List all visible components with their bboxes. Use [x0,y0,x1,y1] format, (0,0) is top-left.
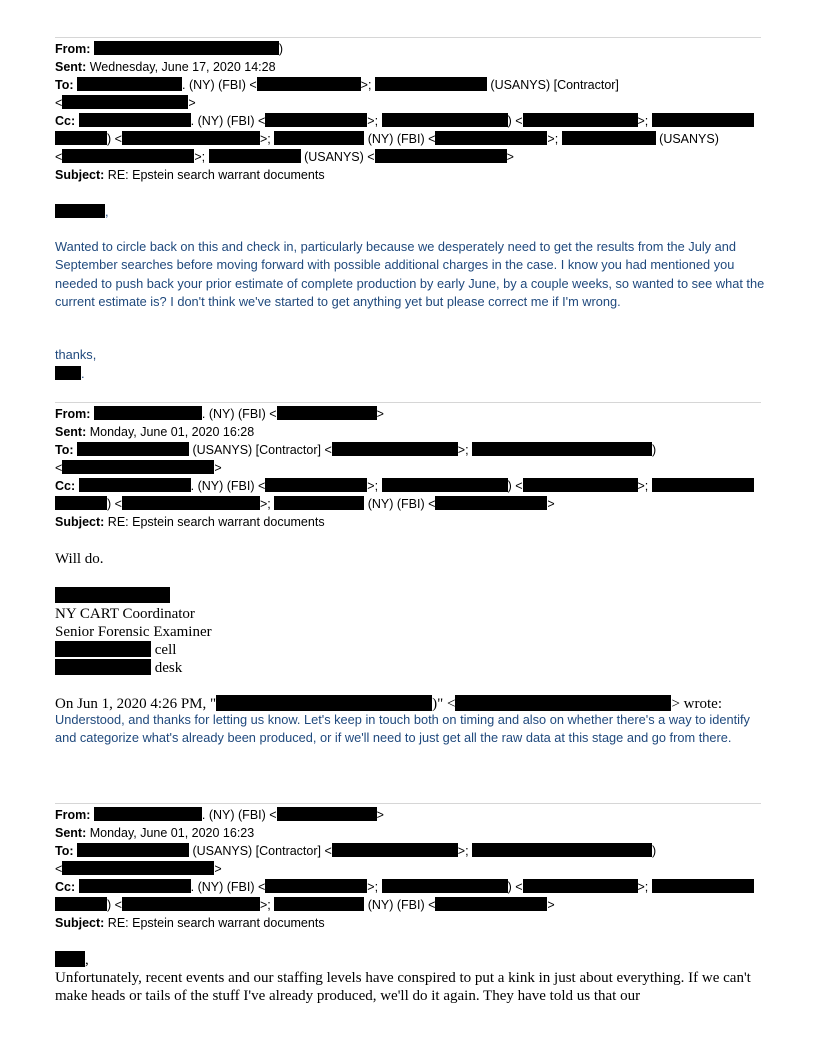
to-line-cont [55,94,765,112]
email-header [55,40,765,184]
redaction-box [523,478,638,492]
redaction-box [79,879,191,893]
signature-block [55,587,775,677]
redaction-box [523,879,638,893]
redaction-box [77,77,182,91]
cc-line-cont [55,896,765,914]
redaction-box [77,442,189,456]
from-text: > [376,808,384,822]
redaction-box [265,879,367,893]
cc-label: Cc: [55,479,76,493]
redaction-box [265,478,367,492]
redaction-box [122,897,260,911]
reply-text: Will do. [55,551,104,567]
redaction-box [332,442,458,456]
signature-text: . [81,366,85,381]
greeting-text: , [85,952,89,968]
redaction-box [122,131,260,145]
sent-label: Sent: [55,425,87,439]
from-text: > [376,407,384,421]
redaction-box [382,113,508,127]
subject-label: Subject: [55,168,105,182]
cc-label: Cc: [55,114,76,128]
greeting-text: , [105,204,109,219]
cc-line [55,112,765,130]
to-text: ) [652,443,657,457]
cc-text: >; [259,132,271,146]
to-text: < [55,461,63,475]
redaction-box [435,897,547,911]
to-text: < [55,862,63,876]
quote-text: On Jun 1, 2020 4:26 PM, " [55,696,217,712]
from-line [55,806,765,824]
redaction-box [55,366,81,380]
redaction-box [77,843,189,857]
redaction-box [652,478,754,492]
redaction-box [562,131,656,145]
redaction-box [122,496,260,510]
to-text: >; [360,78,372,92]
redaction-box [274,496,364,510]
to-text: < [55,96,63,110]
redaction-box [62,460,214,474]
sent-label: Sent: [55,60,87,74]
redaction-box [472,442,652,456]
quoted-body: Understood, and thanks for letting us know. Let's keep in touch both on timing and also on whether there's a way to identify and categorize what's already been produced, or if we'll need to just get all the raw data at this stage and go from there. [55,712,750,746]
email-signature [55,365,767,383]
subject-line [55,914,765,932]
header-divider [55,402,761,403]
email-header [55,405,765,531]
cc-text: . (NY) (FBI) < [190,880,266,894]
redaction-box [652,113,754,127]
from-text: . (NY) (FBI) < [201,808,277,822]
phone-label: cell [154,642,177,658]
redaction-box [382,478,508,492]
cc-text: (USANYS) [659,132,719,146]
cc-text: (NY) (FBI) < [367,132,436,146]
to-text: (USANYS) [Contractor] < [192,844,332,858]
cc-text: > [506,150,514,164]
redaction-box [55,204,105,218]
cc-text: (USANYS) < [304,150,375,164]
redaction-box [472,843,652,857]
redaction-box [79,478,191,492]
subject-value: RE: Epstein search warrant documents [107,916,325,930]
sent-value: Monday, June 01, 2020 16:23 [89,826,255,840]
redaction-box [55,951,85,967]
sent-line [55,423,765,441]
from-line [55,40,765,58]
to-text: >; [457,844,469,858]
cc-text: < [55,150,63,164]
sent-label: Sent: [55,826,87,840]
redaction-box [435,496,547,510]
cc-line-cont [55,148,765,166]
from-line [55,405,765,423]
from-label: From: [55,42,91,56]
email-body: Wanted to circle back on this and check in, particularly because we desperately need to get the results from the July and September searches before moving forward with possible additional charges in the case. I know you had mentioned you needed to push back your prior estimate of complete production by early June, by a couple weeks, so wanted to see what the current estimate is? I don't think we've started to get anything yet but please correct me if I'm wrong. [55,239,765,309]
sent-line [55,824,765,842]
redaction-box [62,861,214,875]
redaction-box [455,695,671,711]
email-body: Unfortunately, recent events and our staffing levels have conspired to put a kink in just about everything. If we can't make heads or tails of the stuff I've already produced, we'll do it again. They have told us that our [55,970,751,1004]
subject-value: RE: Epstein search warrant documents [107,168,325,182]
redaction-box [277,807,377,821]
cc-text: . (NY) (FBI) < [190,479,266,493]
redaction-box [332,843,458,857]
to-text: > [214,461,222,475]
cc-text: >; [367,479,379,493]
cc-text: >; [259,497,271,511]
signature-title: Senior Forensic Examiner [55,624,212,640]
cc-line [55,477,765,495]
redaction-box [79,113,191,127]
from-label: From: [55,808,91,822]
to-line-cont [55,459,765,477]
sent-line [55,58,765,76]
redaction-box [94,807,202,821]
cc-text: >; [367,880,379,894]
to-text: (USANYS) [Contractor] [490,78,619,92]
redaction-box [435,131,547,145]
subject-label: Subject: [55,916,105,930]
cc-text: >; [637,880,649,894]
sent-value: Wednesday, June 17, 2020 14:28 [89,60,276,74]
to-line [55,842,765,860]
redaction-box [652,879,754,893]
header-divider [55,37,761,38]
redaction-box [62,149,194,163]
to-text: >; [457,443,469,457]
cc-text: ) < [507,479,523,493]
redaction-box [55,496,107,510]
to-line [55,441,765,459]
cc-text: ) < [507,114,523,128]
cc-text: >; [637,479,649,493]
redaction-box [55,897,107,911]
cc-text: (NY) (FBI) < [367,497,436,511]
quote-text: )" < [432,696,456,712]
to-text: ) [652,844,657,858]
subject-value: RE: Epstein search warrant documents [107,515,325,529]
quote-text: > wrote: [671,696,722,712]
cc-text: > [547,497,555,511]
redaction-box [277,406,377,420]
redaction-box [274,897,364,911]
from-label: From: [55,407,91,421]
to-line [55,76,765,94]
cc-text: ) < [507,880,523,894]
to-label: To: [55,844,74,858]
redaction-box [94,41,279,55]
redaction-box [216,695,432,711]
subject-label: Subject: [55,515,105,529]
cc-text: > [547,898,555,912]
redaction-box [55,641,151,657]
redaction-box [375,149,507,163]
redaction-box [94,406,202,420]
from-text: . (NY) (FBI) < [201,407,277,421]
redaction-box [62,95,188,109]
cc-text: (NY) (FBI) < [367,898,436,912]
email-signoff: thanks, [55,347,97,362]
cc-text: >; [259,898,271,912]
subject-line [55,513,765,531]
redaction-box [55,131,107,145]
to-label: To: [55,443,74,457]
header-divider [55,803,761,804]
cc-text: . (NY) (FBI) < [190,114,266,128]
cc-line [55,878,765,896]
redaction-box [257,77,361,91]
redaction-box [55,587,170,603]
redaction-box [382,879,508,893]
cc-line-cont [55,495,765,513]
cc-text: ) < [107,497,122,511]
cc-label: Cc: [55,880,76,894]
cc-text: ) < [107,898,122,912]
cc-text: >; [547,132,559,146]
to-text: (USANYS) [Contractor] < [192,443,332,457]
cc-text: ) < [107,132,122,146]
cc-line-cont [55,130,765,148]
cc-text: >; [637,114,649,128]
email-greeting [55,951,775,969]
cc-text: >; [194,150,206,164]
to-label: To: [55,78,74,92]
redaction-box [209,149,301,163]
redaction-box [55,659,151,675]
phone-label: desk [154,660,183,676]
to-text: > [188,96,196,110]
to-line-cont [55,860,765,878]
redaction-box [265,113,367,127]
to-text: . (NY) (FBI) < [182,78,257,92]
sent-value: Monday, June 01, 2020 16:28 [89,425,255,439]
subject-line [55,166,765,184]
cc-text: >; [367,114,379,128]
from-text: ) [278,42,284,56]
email-greeting [55,203,767,221]
to-text: > [214,862,222,876]
email-header [55,806,765,932]
redaction-box [274,131,364,145]
redaction-box [523,113,638,127]
redaction-box [375,77,487,91]
signature-title: NY CART Coordinator [55,606,195,622]
